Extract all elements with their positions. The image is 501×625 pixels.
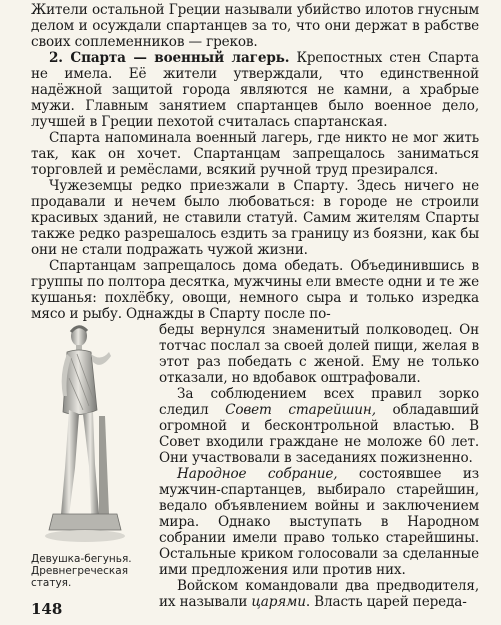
paragraph-helots: Жители остальной Греции называли убийство илотов гнусным делом и осуждали спартанцев за то, что они держат в рабстве своих соплеменников — греков. (31, 2, 479, 50)
paragraph-assembly: Народное собрание, состоявшее из мужчин-спартанцев, выбирало старейшин, ведало объявлением войны и заключением мира. Однако выступать в Народном собрании имели право только старейшины. Остальные криком голосовали за сделанные ими предложения или против них. (159, 466, 479, 578)
paragraph-kings: Войском командовали два предводителя, их называли царями. Власть царей переда- (159, 578, 479, 610)
figure-caption: Девушка-бегунья. Древнегреческая статуя. (31, 553, 132, 589)
paragraph-meals: Спартанцам запрещалось дома обедать. Объединившись в группы по полтора десятка, мужчины ели вместе одни и те же кушанья: похлёбку, овощи, немного сыра и только изредка мясо и рыбу. Однажды в Спарту после по- (31, 258, 479, 322)
section-heading: 2. Спарта — военный лагерь. (49, 50, 290, 66)
term-kings: царями (251, 594, 306, 610)
paragraph-foreigners: Чужеземцы редко приезжали в Спарту. Здесь ничего не продавали и нечем было любоваться: в городе не строили красивых зданий, не ставили статуй. Самим жителям Спарты также редко разрешалось ездить за границу из боязни, как бы они не стали подражать чужой жизни. (31, 178, 479, 258)
paragraph-camp-life: Спарта напоминала военный лагерь, где никто не мог жить так, как он хочет. Спартанцам запрещалось заниматься торговлей и ремёслами, всякий ручной труд презирался. (31, 130, 479, 178)
term-assembly: Народное собрание, (177, 466, 338, 482)
paragraph-military-camp: 2. Спарта — военный лагерь. Крепостных стен Спарта не имела. Её жители утверждали, что единственной надёжной защитой города являются не камни, а храбрые мужи. Главным занятием спартанцев было военное дело, лучшей в Греции пехотой считалась спартанская. (31, 50, 479, 130)
paragraph-council: За соблюдением всех правил зорко следил Совет старейшин, обладавший огромной и бесконтрольной властью. В Совет входили граждане не моложе 60 лет. Они участвовали в заседаниях пожизненно. (159, 386, 479, 466)
greek-statue-runner-girl-icon (31, 318, 149, 550)
page-number: 148 (31, 600, 63, 618)
term-council: Совет старейшин, (225, 402, 376, 418)
paragraph-meals-cont: беды вернулся знаменитый полководец. Он тотчас послал за своей долей пищи, желая в этот раз победать с женой. Ему не только отказали, но вдобавок оштрафовали. (159, 322, 479, 386)
